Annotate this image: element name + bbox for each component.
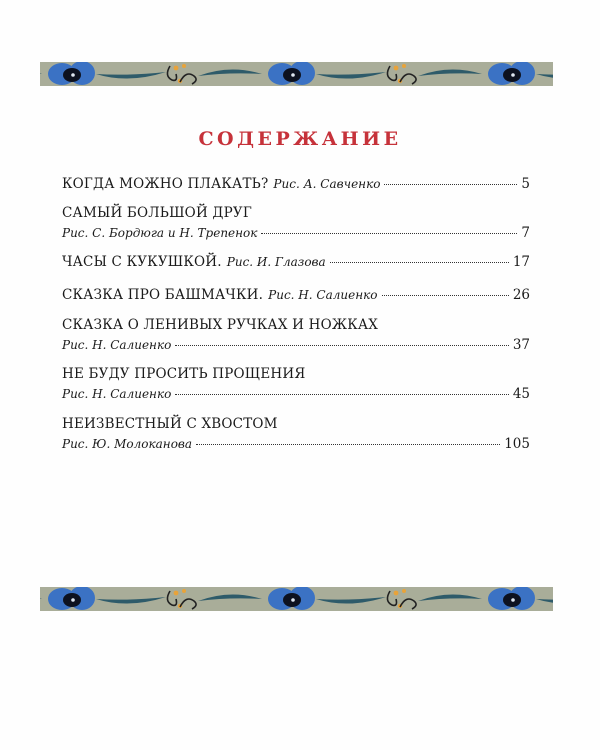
floral-ornament-top [40, 62, 553, 86]
entry-author: Рис. Н. Салиенко [268, 288, 378, 302]
entry-title: СКАЗКА ПРО БАШМАЧКИ. [62, 287, 264, 303]
entry-author: Рис. Н. Салиенко [62, 387, 172, 401]
flower-dot-icon [291, 598, 295, 602]
berry-icon [174, 66, 179, 71]
entry-page: 17 [512, 254, 530, 270]
berry-icon [394, 591, 399, 596]
toc-entry-6[interactable] [62, 364, 530, 404]
entry-title: НЕ БУДУ ПРОСИТЬ ПРОЩЕНИЯ [62, 366, 306, 382]
leader-dots [175, 394, 508, 395]
flower-dot-icon [291, 73, 295, 77]
entry-title: СКАЗКА О ЛЕНИВЫХ РУЧКАХ И НОЖКАХ [62, 317, 379, 333]
toc-heading: СОДЕРЖАНИЕ [198, 128, 402, 150]
entry-page: 26 [512, 287, 530, 303]
flower-dot-icon [511, 598, 515, 602]
flower-dot-icon [71, 73, 75, 77]
entry-title: НЕИЗВЕСТНЫЙ С ХВОСТОМ [62, 416, 278, 432]
entry-title: САМЫЙ БОЛЬШОЙ ДРУГ [62, 205, 252, 221]
entry-page: 37 [512, 337, 530, 353]
entry-title: ЧАСЫ С КУКУШКОЙ. [62, 254, 222, 270]
entry-page: 45 [512, 386, 530, 402]
berry-icon [182, 64, 186, 68]
leader-dots [384, 184, 517, 185]
berry-icon [402, 64, 406, 68]
toc-entry-5[interactable] [62, 315, 530, 355]
leader-dots [261, 233, 517, 234]
toc-entry-1[interactable] [62, 174, 530, 194]
flower-dot-icon [511, 73, 515, 77]
entry-author: Рис. С. Бордюга и Н. Трепенок [62, 226, 258, 240]
entry-author: Рис. Н. Салиенко [62, 338, 172, 352]
flower-dot-icon [71, 598, 75, 602]
entry-page: 5 [521, 176, 530, 192]
berry-icon [182, 589, 186, 593]
toc-entry-3[interactable] [62, 252, 530, 272]
leader-dots [196, 444, 500, 445]
ornamental-border-top [40, 62, 553, 86]
entry-page: 105 [504, 436, 530, 452]
entry-author: Рис. А. Савченко [273, 177, 381, 191]
entry-author: Рис. И. Глазова [226, 255, 326, 269]
toc-entry-2[interactable] [62, 203, 530, 243]
leader-dots [382, 295, 509, 296]
toc-entry-4[interactable] [62, 285, 530, 305]
floral-ornament-bottom [40, 587, 553, 611]
ornamental-border-bottom [40, 587, 553, 611]
leader-dots [330, 262, 509, 263]
berry-icon [394, 66, 399, 71]
entry-title: КОГДА МОЖНО ПЛАКАТЬ? [62, 176, 269, 192]
toc-entry-7[interactable] [62, 414, 530, 454]
entry-page: 7 [521, 225, 530, 241]
berry-icon [402, 589, 406, 593]
entry-author: Рис. Ю. Молоканова [62, 437, 193, 451]
leader-dots [175, 345, 508, 346]
berry-icon [174, 591, 179, 596]
